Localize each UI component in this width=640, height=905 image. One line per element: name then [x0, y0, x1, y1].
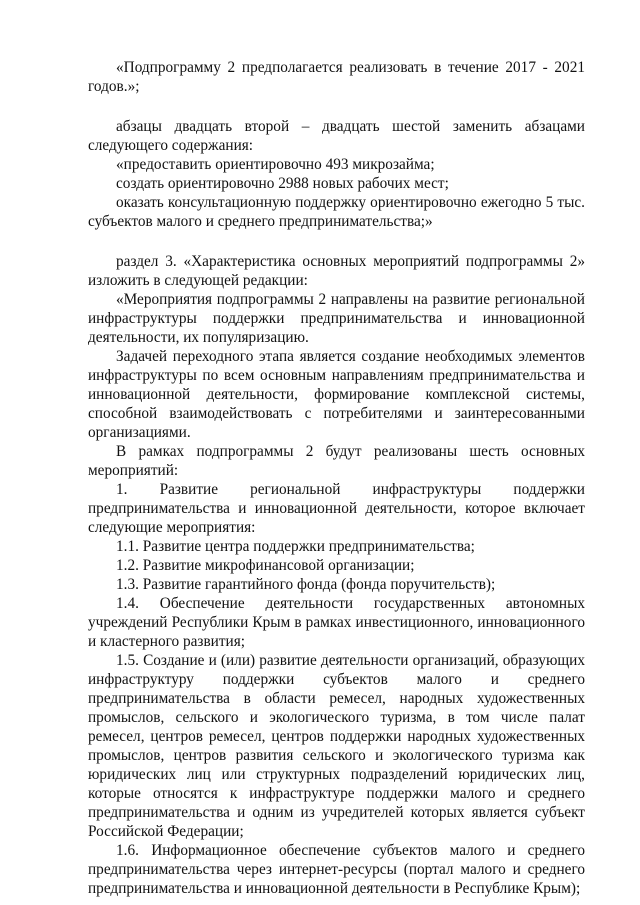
list-item-1: 1. Развитие региональной инфраструктуры поддержки предпринимательства и инновационной деятельности, которое включает следующие мероприятия: — [88, 481, 585, 536]
paragraph-transition-stage: Задачей переходного этапа является создание необходимых элементов инфраструктуры по всем основным направлениям предпринимательства и инновационной деятельности, формирование комплексной системы, способной взаимодействовать с потребителями и заинтересованными организациями. — [88, 348, 585, 441]
list-item-1-5: 1.5. Создание и (или) развитие деятельности организаций, образующих инфраструктуру поддержки субъектов малого и среднего предпринимательства в области ремесел, народных художественных промыслов, сельского и экологического туризма, в том числе палат ремесел, центров ремесел, центров поддержки народных художественных промыслов, центров развития сельского и экологического туризма как юридических лиц или структурных подразделений юридических лиц, которые относятся к инфраструктуре поддержки малого и среднего предпринимательства и одним из учредителей которых является субъект Российской Федерации; — [88, 652, 585, 840]
list-item-1-6: 1.6. Информационное обеспечение субъектов малого и среднего предпринимательства через интернет-ресурсы (портал малого и среднего предпринимательства и инновационной деятельности в Республике Крым); — [88, 842, 585, 897]
list-item-1-2: 1.2. Развитие микрофинансовой организации; — [116, 557, 415, 574]
paragraph-six-measures: В рамках подпрограммы 2 будут реализованы шесть основных мероприятий: — [88, 443, 585, 479]
document-body — [88, 58, 585, 898]
paragraph-replace-instruction: абзацы двадцать второй – двадцать шестой заменить абзацами следующего содержания: — [88, 118, 585, 154]
paragraph-section-3: раздел 3. «Характеристика основных мероприятий подпрограммы 2» изложить в следующей редакции: — [88, 253, 585, 289]
paragraph-microloans: «предоставить ориентировочно 493 микрозайма; — [116, 156, 435, 173]
paragraph-consulting-support: оказать консультационную поддержку ориентировочно ежегодно 5 тыс. субъектов малого и среднего предпринимательства;» — [88, 194, 585, 230]
blank-line — [88, 231, 585, 252]
paragraph-measures-direction: «Мероприятия подпрограммы 2 направлены на развитие региональной инфраструктуры поддержки предпринимательства и инновационной деятельности, их популяризацию. — [88, 291, 585, 346]
list-item-1-3: 1.3. Развитие гарантийного фонда (фонда поручительств); — [116, 576, 496, 593]
list-item-1-4: 1.4. Обеспечение деятельности государственных автономных учреждений Республики Крым в рамках инвестиционного, инновационного и кластерного развития; — [88, 595, 585, 650]
blank-line — [88, 96, 585, 117]
paragraph-jobs: создать ориентировочно 2988 новых рабочих мест; — [116, 175, 449, 192]
list-item-1-1: 1.1. Развитие центра поддержки предпринимательства; — [116, 538, 475, 555]
paragraph-subprogram-period: «Подпрограмму 2 предполагается реализовать в течение 2017 - 2021 годов.»; — [88, 59, 585, 95]
